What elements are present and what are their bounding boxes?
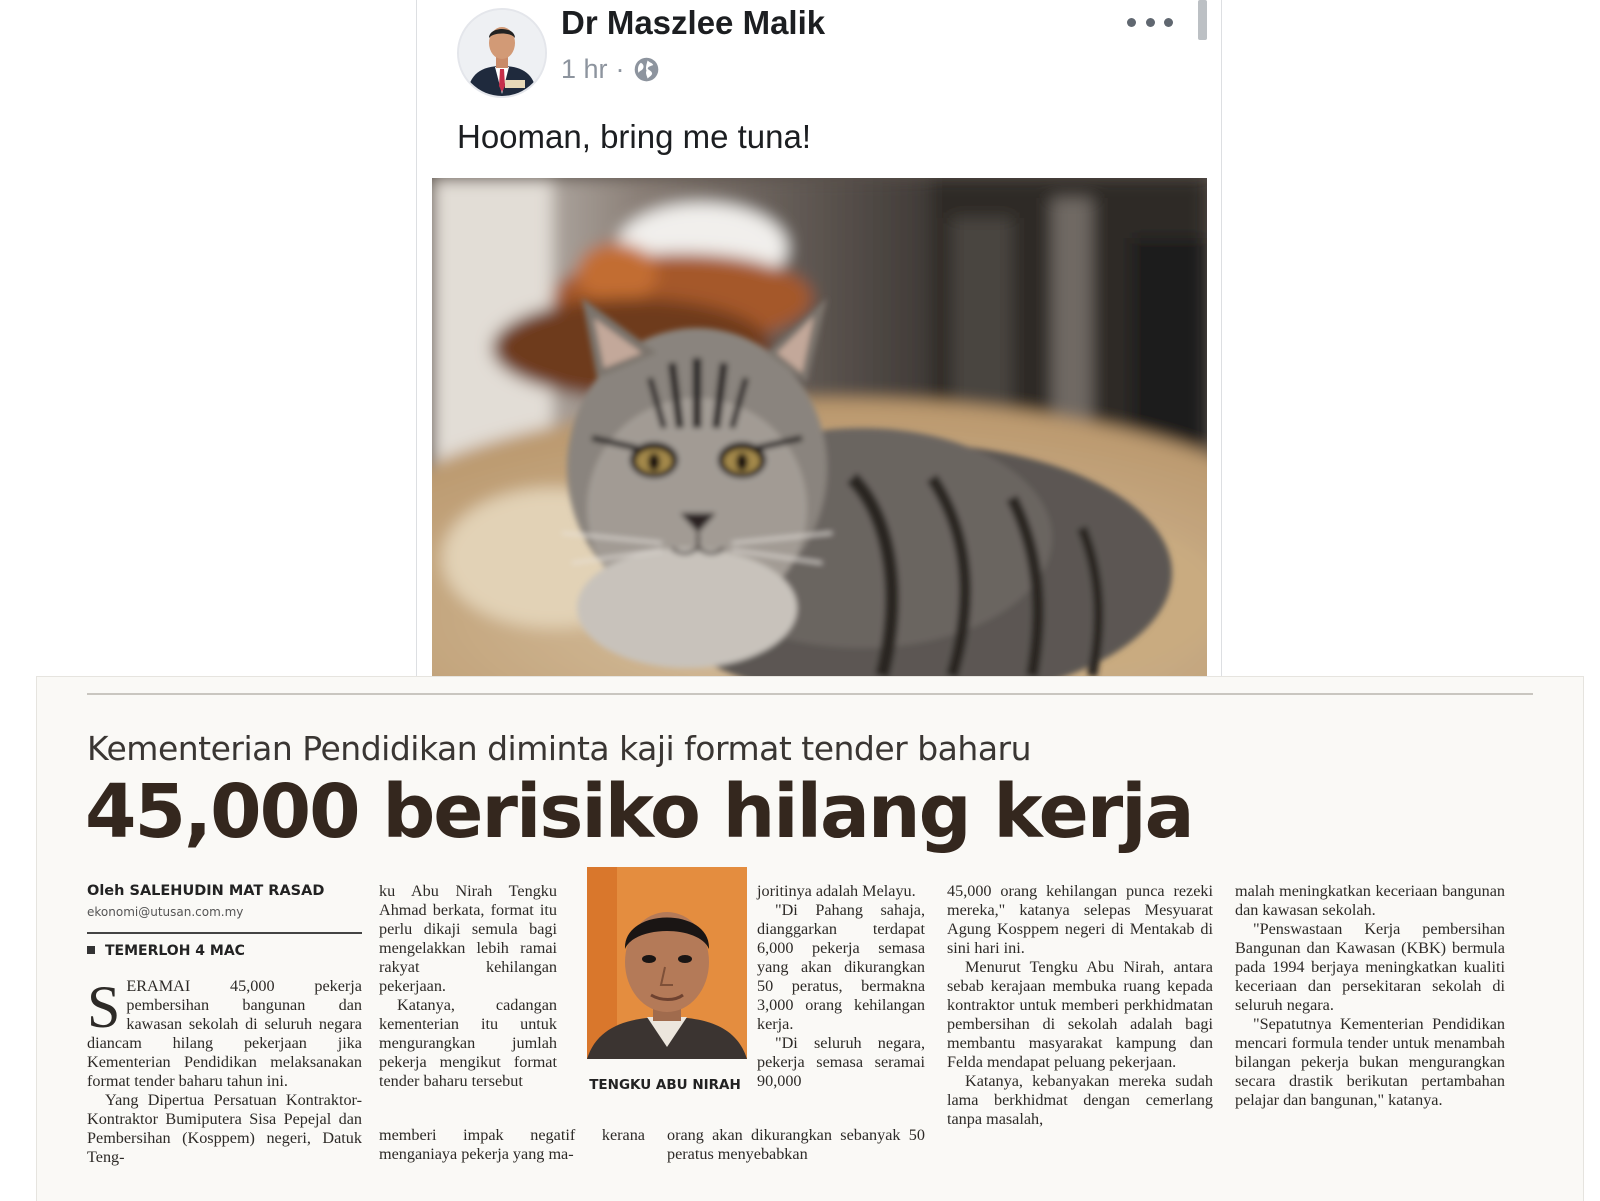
drop-cap: S [87, 974, 121, 1040]
article-headline: 45,000 berisiko hilang kerja [85, 769, 1193, 855]
paragraph: 45,000 orang kehilangan punca rezeki mereka," katanya selepas Mesyuarat Agung Kosppem negeri di Mentakab di sini hari ini. [947, 882, 1213, 957]
paragraph: "Sepatutnya Kementerian Pendidikan mencari formula tender untuk menambah bilangan pekerja bukan mengurangkan secara drastik berikutan pertambahan pelajar dan bangunan," katanya. [1235, 1015, 1505, 1109]
newspaper-clipping [36, 676, 1584, 1201]
paragraph: "Di Pahang sahaja, dianggarkan terdapat 6,000 pekerja semasa yang akan dikurangkan 50 peratus, bermakna 3,000 orang kehilangan kerja. [757, 901, 925, 1033]
author-email: ekonomi@utusan.com.my [87, 905, 244, 919]
meta-separator: · [615, 54, 625, 84]
paragraph: Katanya, cadangan kementerian itu untuk mengurangkan jumlah pekerja mengikut format tender baharu tersebut [379, 996, 557, 1090]
post-timestamp[interactable]: 1 hr [561, 54, 608, 84]
scrollbar-thumb[interactable] [1198, 0, 1207, 40]
paragraph: Yang Dipertua Persatuan Kontraktor-Kontraktor Bumiputera Sisa Pepejal dan Pembersihan (Kosppem) negeri, Datuk Teng- [87, 1091, 362, 1166]
article-column-4 [947, 882, 1213, 1129]
article-column-1 [87, 882, 362, 1167]
dot [1127, 18, 1136, 27]
photo-caption: TENGKU ABU NIRAH [589, 1077, 741, 1093]
article-kicker: Kementerian Pendidikan diminta kaji format tender baharu [87, 729, 1032, 768]
dot [1146, 18, 1155, 27]
author-avatar[interactable] [457, 8, 547, 98]
paragraph: malah meningkatkan keceriaan bangunan dan kawasan sekolah. [1235, 882, 1505, 919]
post-meta [561, 54, 660, 85]
dateline-text: TEMERLOH 4 MAC [105, 943, 245, 959]
byline-rule [87, 932, 362, 934]
portrait-photo [587, 867, 747, 1059]
bullet-square-icon [87, 946, 95, 954]
post-photo[interactable] [432, 178, 1207, 676]
paragraph: "Di seluruh negara, pekerja semasa seramai 90,000 [757, 1034, 925, 1090]
globe-icon[interactable] [633, 56, 660, 83]
article-byline: Oleh SALEHUDIN MAT RASAD [87, 883, 325, 899]
paragraph: ERAMAI 45,000 pekerja pembersihan bangunan dan kawasan sekolah di seluruh negara diancam hilang pekerjaan jika Kementerian Pendidikan melaksanakan format tender baharu tahun ini. [87, 977, 362, 1090]
paragraph: orang akan dikurangkan sebanyak 50 peratus menyebabkan [667, 1126, 925, 1163]
paragraph: "Penswastaan Kerja pembersihan Bangunan dan Kawasan (KBK) bermula pada 1994 berjaya meningkatkan kualiti keceriaan dan persekitaran sekolah di seluruh negara. [1235, 920, 1505, 1014]
article-column-3 [757, 882, 925, 1091]
author-name[interactable]: Dr Maszlee Malik [561, 4, 826, 41]
paragraph: joritinya adalah Melayu. [757, 882, 916, 900]
post-text: Hooman, bring me tuna! [457, 118, 812, 155]
more-options-icon[interactable] [1127, 10, 1173, 34]
paragraph: memberi impak negatif kerana menganiaya pekerja yang ma- [379, 1126, 645, 1163]
article-column-5 [1235, 882, 1505, 1110]
top-rule [87, 693, 1533, 695]
paragraph: Menurut Tengku Abu Nirah, antara sebab kerajaan membuka ruang kepada kontraktor untuk memberi perkhidmatan pembersihan di sekolah adalah bagi membantu masyarakat kampung dan Felda mendapat peluang pekerjaan. [947, 958, 1213, 1071]
paragraph: ku Abu Nirah Tengku Ahmad berkata, format itu perlu dikaji semula bagi mengelakkan lebih ramai rakyat kehilangan pekerjaan. [379, 882, 557, 995]
paragraph: Katanya, kebanyakan mereka sudah lama berkhidmat dengan cemerlang tanpa masalah, [947, 1072, 1213, 1128]
article-column-2 [379, 882, 557, 1091]
article-column-3-tail [667, 1126, 925, 1164]
article-dateline [87, 942, 362, 961]
article-column-2-tail [379, 1126, 645, 1164]
facebook-post-card [416, 0, 1222, 676]
dot [1164, 18, 1173, 27]
